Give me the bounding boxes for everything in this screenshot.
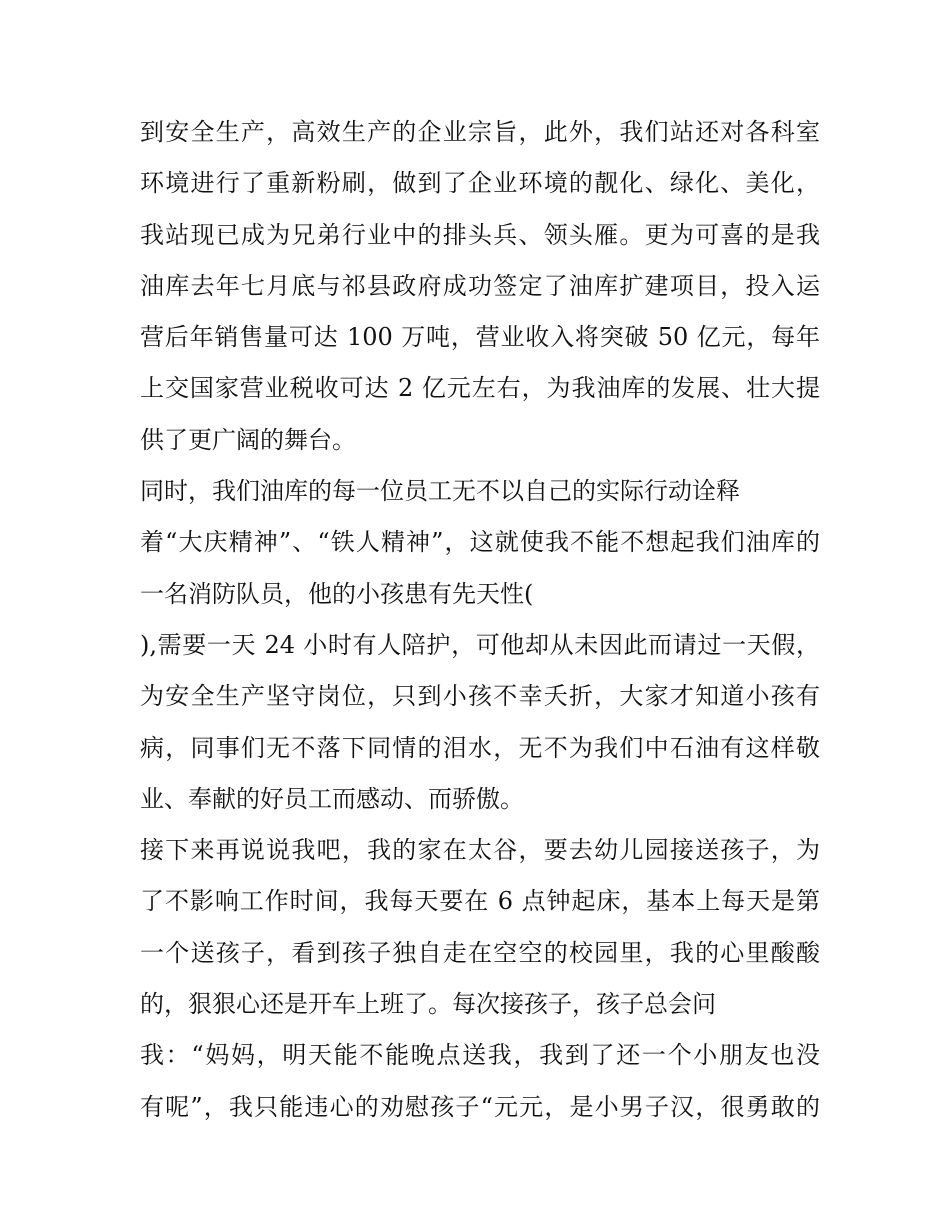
text-line: 为安全生产坚守岗位，只到小孩不幸夭折，大家才知道小孩有 bbox=[140, 682, 820, 711]
text-line: 一个送孩子，看到孩子独自走在空空的校园里，我的心里酸酸 bbox=[140, 938, 820, 967]
text-line: 环境进行了重新粉刷，做到了企业环境的靓化、绿化、美化， bbox=[140, 169, 820, 198]
text-line: 同时，我们油库的每一位员工无不以自己的实际行动诠释 bbox=[140, 477, 740, 506]
text-line: 病，同事们无不落下同情的泪水，无不为我们中石油有这样敬 bbox=[140, 733, 820, 762]
text-line: 我站现已成为兄弟行业中的排头兵、领头雁。更为可喜的是我 bbox=[140, 220, 820, 249]
text-line: 着“大庆精神”、“铁人精神”，这就使我不能不想起我们油库的 bbox=[140, 528, 820, 557]
text-line: 有呢”，我只能违心的劝慰孩子“元元，是小男子汉，很勇敢的 bbox=[140, 1092, 820, 1121]
text-line: 了不影响工作时间，我每天要在 6 点钟起床，基本上每天是第 bbox=[140, 887, 820, 916]
text-line: 到安全生产，高效生产的企业宗旨，此外，我们站还对各科室 bbox=[140, 118, 820, 146]
text-line: 我：“妈妈，明天能不能晚点送我，我到了还一个小朋友也没 bbox=[140, 1041, 820, 1070]
text-line: 一名消防队员，他的小孩患有先天性( bbox=[140, 579, 534, 608]
text-line: ),需要一天 24 小时有人陪护，可他却从未因此而请过一天假， bbox=[140, 630, 820, 659]
text-line: 供了更广阔的舞台。 bbox=[140, 425, 356, 454]
body-text bbox=[140, 107, 820, 1133]
text-line: 油库去年七月底与祁县政府成功签定了油库扩建项目，投入运 bbox=[140, 271, 820, 300]
text-line: 的，狠狠心还是开车上班了。每次接孩子，孩子总会问 bbox=[140, 990, 716, 1019]
text-line: 业、奉献的好员工而感动、而骄傲。 bbox=[140, 784, 524, 813]
text-line: 接下来再说说我吧，我的家在太谷，要去幼儿园接送孩子，为 bbox=[140, 836, 820, 865]
text-line: 营后年销售量可达 100 万吨，营业收入将突破 50 亿元，每年 bbox=[140, 323, 820, 352]
text-line: 上交国家营业税收可达 2 亿元左右，为我油库的发展、壮大提 bbox=[140, 374, 820, 403]
